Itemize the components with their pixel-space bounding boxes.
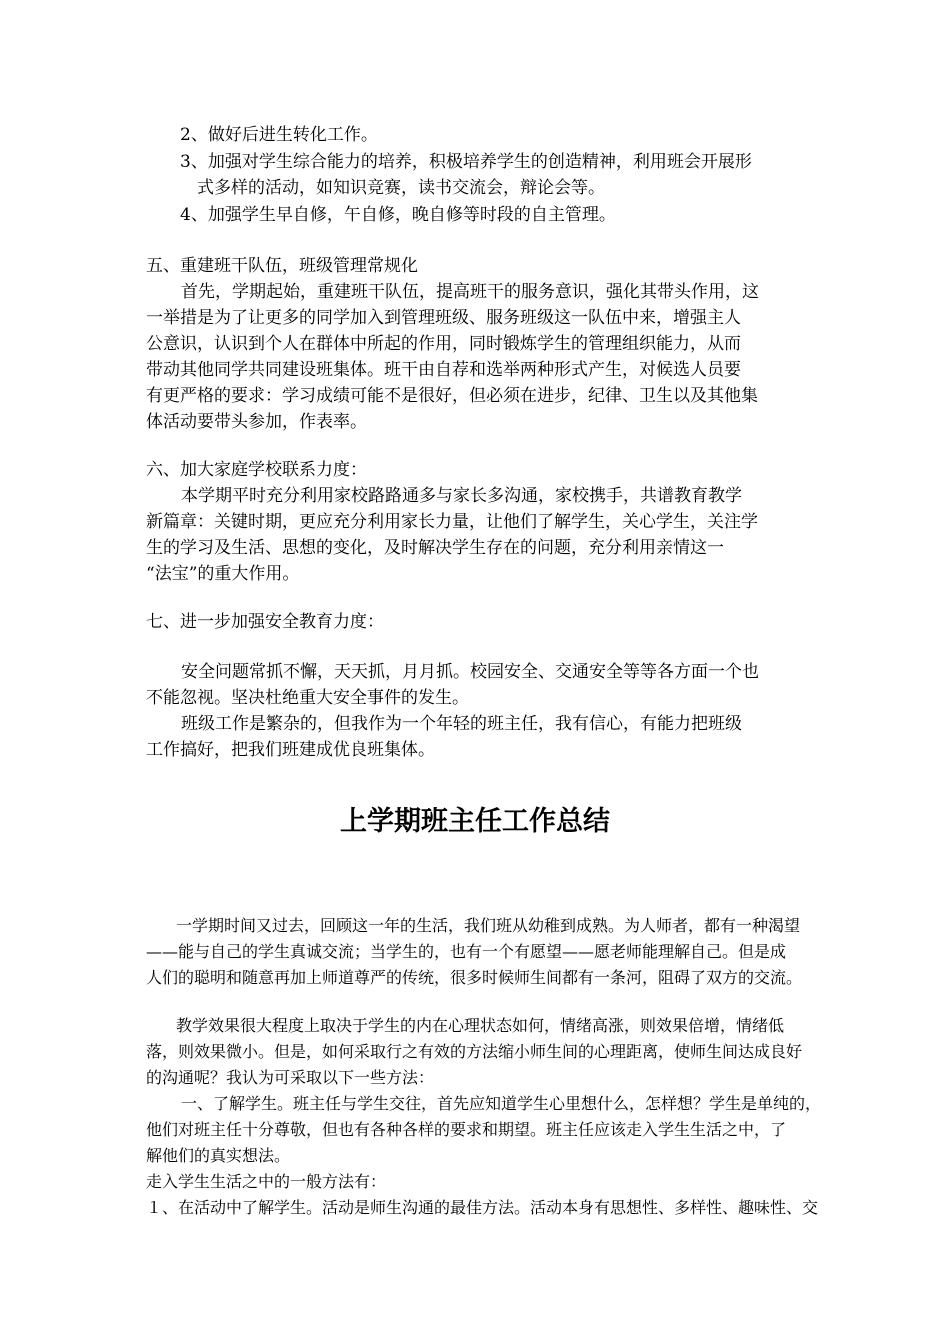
intro-line: 人们的聪明和随意再加上师道尊严的传统，很多时候师生间都有一条河，阻碍了双方的交流。 [146, 968, 803, 987]
effect-line: 的沟通呢？我认为可采取以下一些方法： [146, 1068, 435, 1087]
method-one-subheading: 走入学生生活之中的一般方法有： [146, 1172, 387, 1191]
effect-line: 教学效果很大程度上取决于学生的内在心理状态如何，情绪高涨，则效果倍增，情绪低 [176, 1016, 785, 1035]
section-five-line: 公意识，认识到个人在群体中所起的作用，同时锻炼学生的管理组织能力，从而 [146, 334, 741, 354]
section-six-line: 本学期平时充分利用家校路路通多与家长多沟通，家校携手，共谱教育教学 [181, 486, 742, 506]
method-one-line: 解他们的真实想法。 [146, 1146, 291, 1165]
document-title: 上学期班主任工作总结 [340, 806, 610, 837]
section-five-heading: 五、重建班干队伍，班级管理常规化 [146, 256, 418, 276]
section-six-line: “法宝”的重大作用。 [146, 564, 300, 584]
list-item-4: 4、加强学生早自修，午自修，晚自修等时段的自主管理。 [180, 205, 616, 225]
list-item-2: 2、做好后进生转化工作。 [180, 125, 378, 145]
intro-line: ——能与自己的学生真诚交流；当学生的，也有一个有愿望——愿老师能理解自己。但是成 [146, 942, 787, 961]
section-six-line: 生的学习及生活、思想的变化，及时解决学生存在的问题，充分利用亲情这一 [146, 538, 724, 558]
section-five-line: 一举措是为了让更多的同学加入到管理班级、服务班级这一队伍中来，增强主人 [146, 308, 741, 328]
section-seven-line: 不能忽视。坚决杜绝重大安全事件的发生。 [146, 688, 469, 708]
section-five-line: 有更严格的要求：学习成绩可能不是很好，但必须在进步，纪律、卫生以及其他集 [146, 386, 758, 406]
list-item-3-line-1: 3、加强对学生综合能力的培养，积极培养学生的创造精神，利用班会开展形 [180, 152, 752, 172]
section-six-heading: 六、加大家庭学校联系力度： [146, 460, 367, 480]
list-item-3-line-2: 式多样的活动，如知识竞赛，读书交流会，辩论会等。 [197, 178, 605, 198]
method-one-item-1: １、在活动中了解学生。活动是师生沟通的最佳方法。活动本身有思想性、多样性、趣味性、交 [146, 1198, 819, 1217]
section-five-line: 带动其他同学共同建设班集体。班干由自荐和选举两种形式产生，对候选人员要 [146, 360, 741, 380]
section-seven-line: 安全问题常抓不懈，天天抓，月月抓。校园安全、交通安全等等各方面一个也 [181, 662, 759, 682]
effect-line: 落，则效果微小。但是，如何采取行之有效的方法缩小师生间的心理距离，使师生间达成良好 [146, 1042, 803, 1061]
section-five-line: 体活动要带头参加，作表率。 [146, 412, 367, 432]
section-seven-line: 工作搞好，把我们班建成优良班集体。 [146, 740, 435, 760]
section-five-line: 首先，学期起始，重建班干队伍，提高班干的服务意识，强化其带头作用，这 [181, 282, 759, 302]
section-seven-heading: 七、进一步加强安全教育力度： [146, 612, 384, 632]
method-one-line: 一、了解学生。班主任与学生交往，首先应知道学生心里想什么，怎样想？学生是单纯的， [181, 1094, 822, 1113]
section-six-line: 新篇章：关键时期，更应充分利用家长力量，让他们了解学生，关心学生，关注学 [146, 512, 758, 532]
method-one-line: 他们对班主任十分尊敬，但也有各种各样的要求和期望。班主任应该走入学生生活之中，了 [146, 1120, 787, 1139]
intro-line: 一学期时间又过去，回顾这一年的生活，我们班从幼稚到成熟。为人师者，都有一种渴望 [176, 916, 801, 935]
section-seven-line: 班级工作是繁杂的，但我作为一个年轻的班主任，我有信心，有能力把班级 [181, 714, 742, 734]
